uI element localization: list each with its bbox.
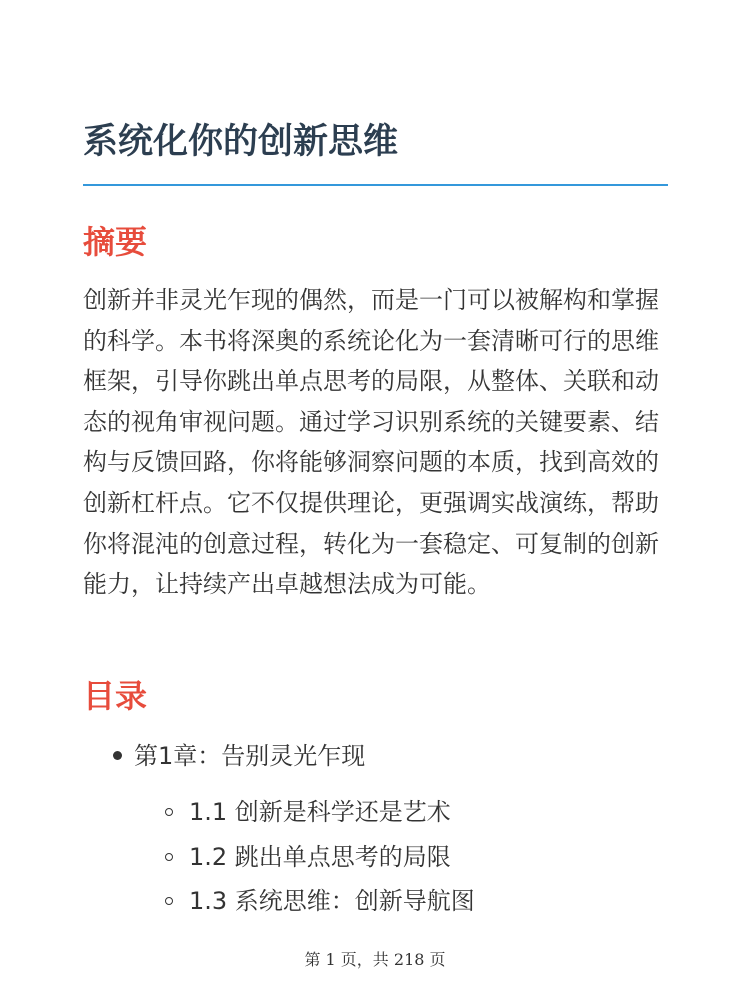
disc-bullet-icon	[113, 751, 122, 760]
circle-bullet-icon	[165, 897, 173, 905]
abstract-heading: 摘要	[83, 223, 148, 261]
toc-chapter-1[interactable]: 第1章：告别灵光乍现	[134, 742, 366, 770]
toc-section-1-1[interactable]: 1.1 创新是科学还是艺术	[189, 798, 451, 826]
circle-bullet-icon	[165, 853, 173, 861]
title-divider	[83, 184, 668, 186]
document-title: 系统化你的创新思维	[83, 122, 399, 162]
toc-section-1-2[interactable]: 1.2 跳出单点思考的局限	[189, 843, 451, 871]
toc-heading: 目录	[83, 677, 148, 715]
toc-section-1-3[interactable]: 1.3 系统思维：创新导航图	[189, 887, 475, 915]
abstract-paragraph: 创新并非灵光乍现的偶然，而是一门可以被解构和掌握的科学。本书将深奥的系统论化为一套清晰可行的思维框架，引导你跳出单点思考的局限，从整体、关联和动态的视角审视问题。通过学习识别系统的关键要素、结构与反馈回路，你将能够洞察问题的本质，找到高效的创新杠杆点。它不仅提供理论，更强调实战演练，帮助你将混沌的创意过程，转化为一套稳定、可复制的创新能力，让持续产出卓越想法成为可能。	[83, 286, 659, 599]
circle-bullet-icon	[165, 808, 173, 816]
page-number-footer: 第 1 页，共 218 页	[304, 950, 446, 969]
